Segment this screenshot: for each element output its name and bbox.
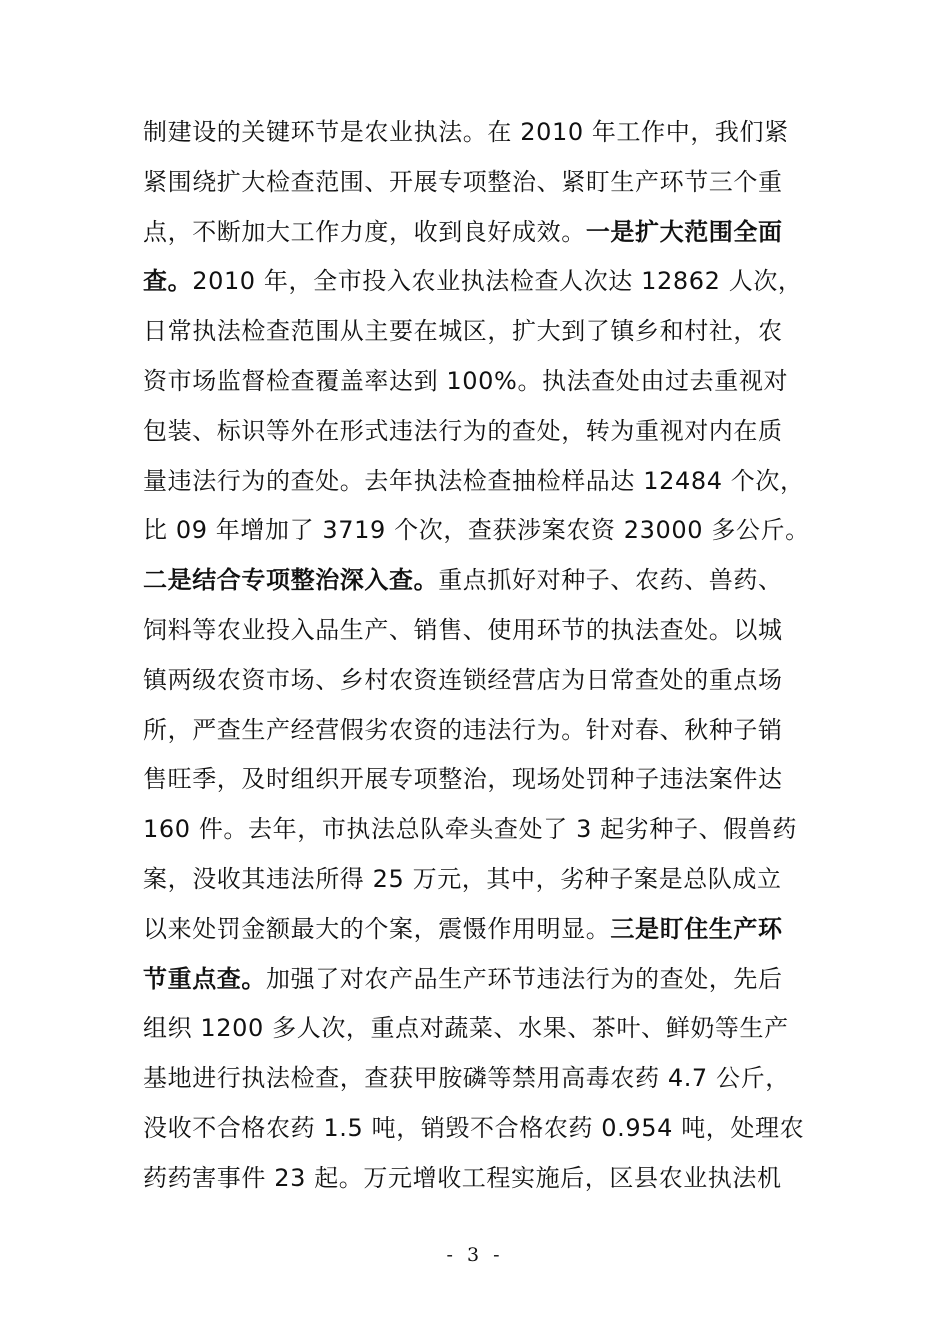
text-line: 以来处罚金额最大的个案，震慑作用明显。三是盯住生产环 <box>143 914 783 943</box>
bold-heading: 二是结合专项整治深入查。 <box>143 566 439 595</box>
text-line: 售旺季，及时组织开展专项整治，现场处罚种子违法案件达 <box>143 765 783 794</box>
bold-heading: 节重点查。 <box>143 964 266 993</box>
bold-heading: 查。 <box>143 267 193 296</box>
text-line: 资市场监督检查覆盖率达到 100%。执法查处由过去重视对 <box>143 366 789 395</box>
bold-heading: 三是盯住生产环 <box>610 914 783 943</box>
text-line: 镇两级农资市场、乡村农资连锁经营店为日常查处的重点场 <box>143 665 783 694</box>
text-line: 点，不断加大工作力度，收到良好成效。一是扩大范围全面 <box>143 217 783 246</box>
page-number: - 3 - <box>446 1244 504 1266</box>
body-text <box>143 108 813 1204</box>
text-line: 所，严查生产经营假劣农资的违法行为。针对春、秋种子销 <box>143 715 783 744</box>
text-line: 节重点查。加强了对农产品生产环节违法行为的查处，先后 <box>143 964 783 993</box>
text-line: 药药害事件 23 起。万元增收工程实施后，区县农业执法机 <box>143 1163 782 1192</box>
text-line: 包装、标识等外在形式违法行为的查处，转为重视对内在质 <box>143 416 783 445</box>
text-line: 饲料等农业投入品生产、销售、使用环节的执法查处。以城 <box>143 615 783 644</box>
text-line: 组织 1200 多人次，重点对蔬菜、水果、茶叶、鲜奶等生产 <box>143 1014 789 1043</box>
text-line: 紧围绕扩大检查范围、开展专项整治、紧盯生产环节三个重 <box>143 167 783 196</box>
bold-heading: 一是扩大范围全面 <box>585 217 783 246</box>
text-line: 160 件。去年，市执法总队牵头查处了 3 起劣种子、假兽药 <box>143 815 797 844</box>
text-line: 日常执法检查范围从主要在城区，扩大到了镇乡和村社，农 <box>143 317 783 346</box>
text-line: 基地进行执法检查，查获甲胺磷等禁用高毒农药 4.7 公斤， <box>143 1064 790 1093</box>
text-line: 案，没收其违法所得 25 万元，其中，劣种子案是总队成立 <box>143 864 782 893</box>
text-line: 二是结合专项整治深入查。重点抓好对种子、农药、兽药、 <box>143 566 783 595</box>
text-line: 没收不合格农药 1.5 吨，销毁不合格农药 0.954 吨，处理农 <box>143 1113 805 1142</box>
text-line: 比 09 年增加了 3719 个次，查获涉案农资 23000 多公斤。 <box>143 516 810 545</box>
text-line: 制建设的关键环节是农业执法。在 2010 年工作中，我们紧 <box>143 118 789 146</box>
text-line: 查。2010 年，全市投入农业执法检查人次达 12862 人次， <box>143 267 803 296</box>
text-line: 量违法行为的查处。去年执法检查抽检样品达 12484 个次， <box>143 466 805 495</box>
